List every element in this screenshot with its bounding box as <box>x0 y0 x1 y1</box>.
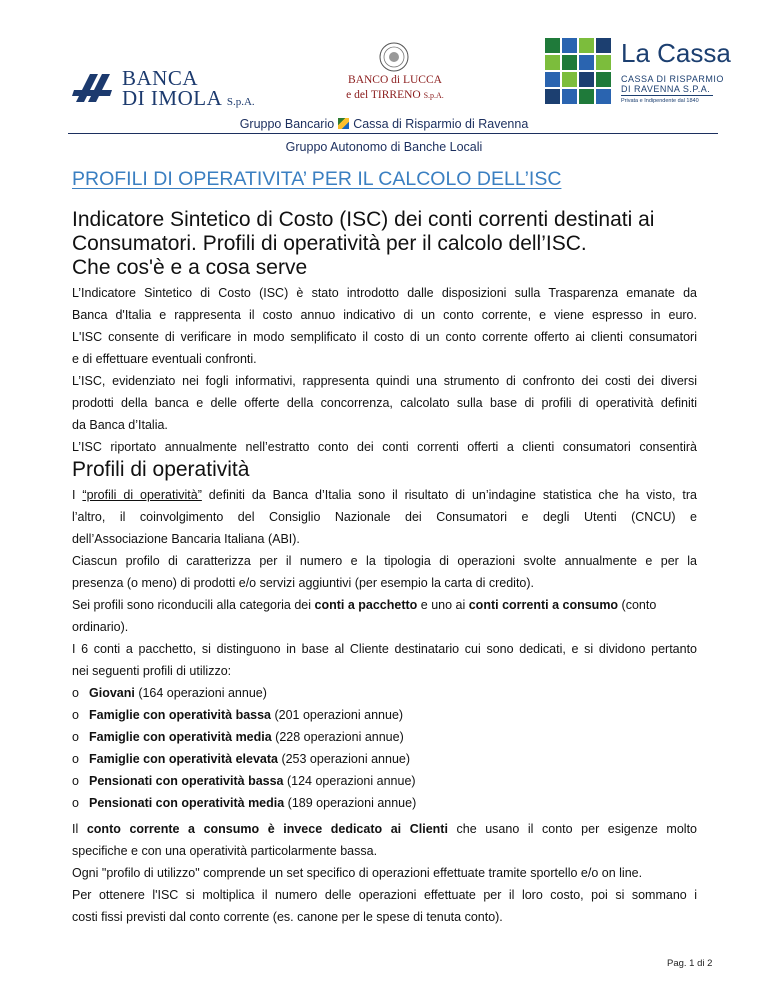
cassa-title: La Cassa <box>621 38 731 68</box>
profili-link[interactable]: “profili di operatività” <box>82 488 202 502</box>
gruppo-bancario-line <box>0 117 768 131</box>
s2-p5-line2: specifiche e con una operatività particolarmente bassa. <box>72 844 378 858</box>
bullet-item: Giovani (164 operazioni annue) <box>89 686 267 700</box>
s1-line: Banca d'Italia e rappresenta il costo annuo indicativo di un conto corrente, e viene espresso in euro. <box>72 308 697 322</box>
bullet-item: Famiglie con operatività media (228 operazioni annue) <box>89 730 404 744</box>
s2-p4-line2: nei seguenti profili di utilizzo: <box>72 664 232 678</box>
bullet-item: Pensionati con operatività media (189 operazioni annue) <box>89 796 417 810</box>
s1-line: prodotti della banca e delle offerte della concorrenza, calcolato sulla base di profili di operatività definiti <box>72 396 697 410</box>
section-heading-profili: Profili di operatività <box>72 458 250 481</box>
lucca-line2: e del TIRRENO S.p.A. <box>346 89 444 101</box>
heading-line1: Indicatore Sintetico di Costo (ISC) dei conti correnti destinati ai <box>72 208 655 231</box>
cassa-sub2: DI RAVENNA S.P.A. <box>621 84 711 94</box>
bullet-item: Pensionati con operatività bassa (124 operazioni annue) <box>89 774 416 788</box>
gruppo-autonomo: Gruppo Autonomo di Banche Locali <box>285 140 483 154</box>
bullet-glyph: o <box>72 752 79 766</box>
cassa-mosaic-icon <box>545 38 611 104</box>
banco-di-lucca-logo <box>335 42 455 106</box>
la-cassa-ravenna-logo <box>545 38 731 108</box>
s2-p1-line3: dell’Associazione Bancaria Italiana (ABI). <box>72 532 300 546</box>
gruppo-mosaic-icon <box>338 118 349 129</box>
s2-p7-line2: costi fissi previsti dal conto corrente (es. canone per le spese di tenuta conto). <box>72 910 503 924</box>
s2-p2-line1: Ciascun profilo di caratterizza per il numero e la tipologia di operazioni svolte annualmente e per la <box>72 554 697 568</box>
imola-line1: BANCA <box>122 66 199 90</box>
cassa-sub1: CASSA DI RISPARMIO <box>621 74 724 84</box>
s2-p4-line1: I 6 conti a pacchetto, si distinguono in base al Cliente destinatario cui sono dedicati, e si dividono pertanto <box>72 642 697 656</box>
gruppo-left: Gruppo Bancario <box>239 117 335 131</box>
bullet-glyph: o <box>72 708 79 722</box>
bullet-glyph: o <box>72 730 79 744</box>
heading-line2: Consumatori. Profili di operatività per il calcolo dell’ISC. <box>72 232 587 255</box>
s1-line: L’ISC riportato annualmente nell’estratto conto dei conti correnti offerti a clienti consumatori consentirà <box>72 440 697 454</box>
gruppo-right: Cassa di Risparmio di Ravenna <box>353 117 529 131</box>
s2-p2-line2: presenza (o meno) di prodotti e/o servizi aggiuntivi (per esempio la carta di credito). <box>72 576 535 590</box>
lucca-seal-icon <box>379 42 409 72</box>
bullet-glyph: o <box>72 796 79 810</box>
s2-p1-line1: I “profili di operatività” definiti da Banca d’Italia sono il risultato di un’indagine statistica che ha visto, tra <box>72 488 697 502</box>
banca-di-imola-logo <box>72 66 272 110</box>
s2-p5-line1: Il conto corrente a consumo è invece dedicato ai Clienti che usano il conto per esigenze molto <box>72 822 697 836</box>
bullet-item: Famiglie con operatività bassa (201 operazioni annue) <box>89 708 404 722</box>
s2-p3-line1: Sei profili sono riconducili alla categoria dei conti a pacchetto e uno ai conti correnti a consumo (conto <box>72 598 657 612</box>
s2-p3-line2: ordinario). <box>72 620 129 634</box>
s1-line: L’ISC, evidenziato nei fogli informativi, rappresenta quindi una strumento di confronto dei costi dei diversi <box>72 374 697 388</box>
s1-line: da Banca d’Italia. <box>72 418 168 432</box>
s2-p7-line1: Per ottenere l'ISC si moltiplica il numero delle operazioni effettuate per il loro costo, poi si sommano i <box>72 888 697 902</box>
s2-p6: Ogni "profilo di utilizzo" comprende un set specifico di operazioni effettuate tramite sportello e/o on line. <box>72 866 643 880</box>
cassa-tagline: Privata e Indipendente dal 1840 <box>621 98 699 104</box>
document-title: PROFILI DI OPERATIVITA’ PER IL CALCOLO DELL’ISC <box>72 168 562 190</box>
bullet-glyph: o <box>72 686 79 700</box>
bullet-glyph: o <box>72 774 79 788</box>
cassa-divider <box>621 95 713 96</box>
s1-line: L'ISC consente di verificare in modo semplificato il costo di un conto corrente offerto ai clienti consumatori <box>72 330 697 344</box>
section-heading-what-is: Che cos'è e a cosa serve <box>72 256 308 279</box>
bullet-item: Famiglie con operatività elevata (253 operazioni annue) <box>89 752 411 766</box>
s1-line: e di effettuare eventuali confronti. <box>72 352 257 366</box>
imola-line2: DI IMOLA S.p.A. <box>122 86 255 110</box>
lucca-line1: BANCO di LUCCA <box>348 74 442 86</box>
page-number: Pag. 1 di 2 <box>667 958 713 969</box>
s2-p1-line2: l’altro, il coinvolgimento del Consiglio Nazionale dei Consumatori e degli Utenti (CNCU) e <box>72 510 697 524</box>
banca-imola-mark-icon <box>72 68 118 108</box>
header-divider <box>68 133 718 134</box>
s1-line: L’Indicatore Sintetico di Costo (ISC) è stato introdotto dalle disposizioni sulla Trasparenza emanate da <box>72 286 697 300</box>
